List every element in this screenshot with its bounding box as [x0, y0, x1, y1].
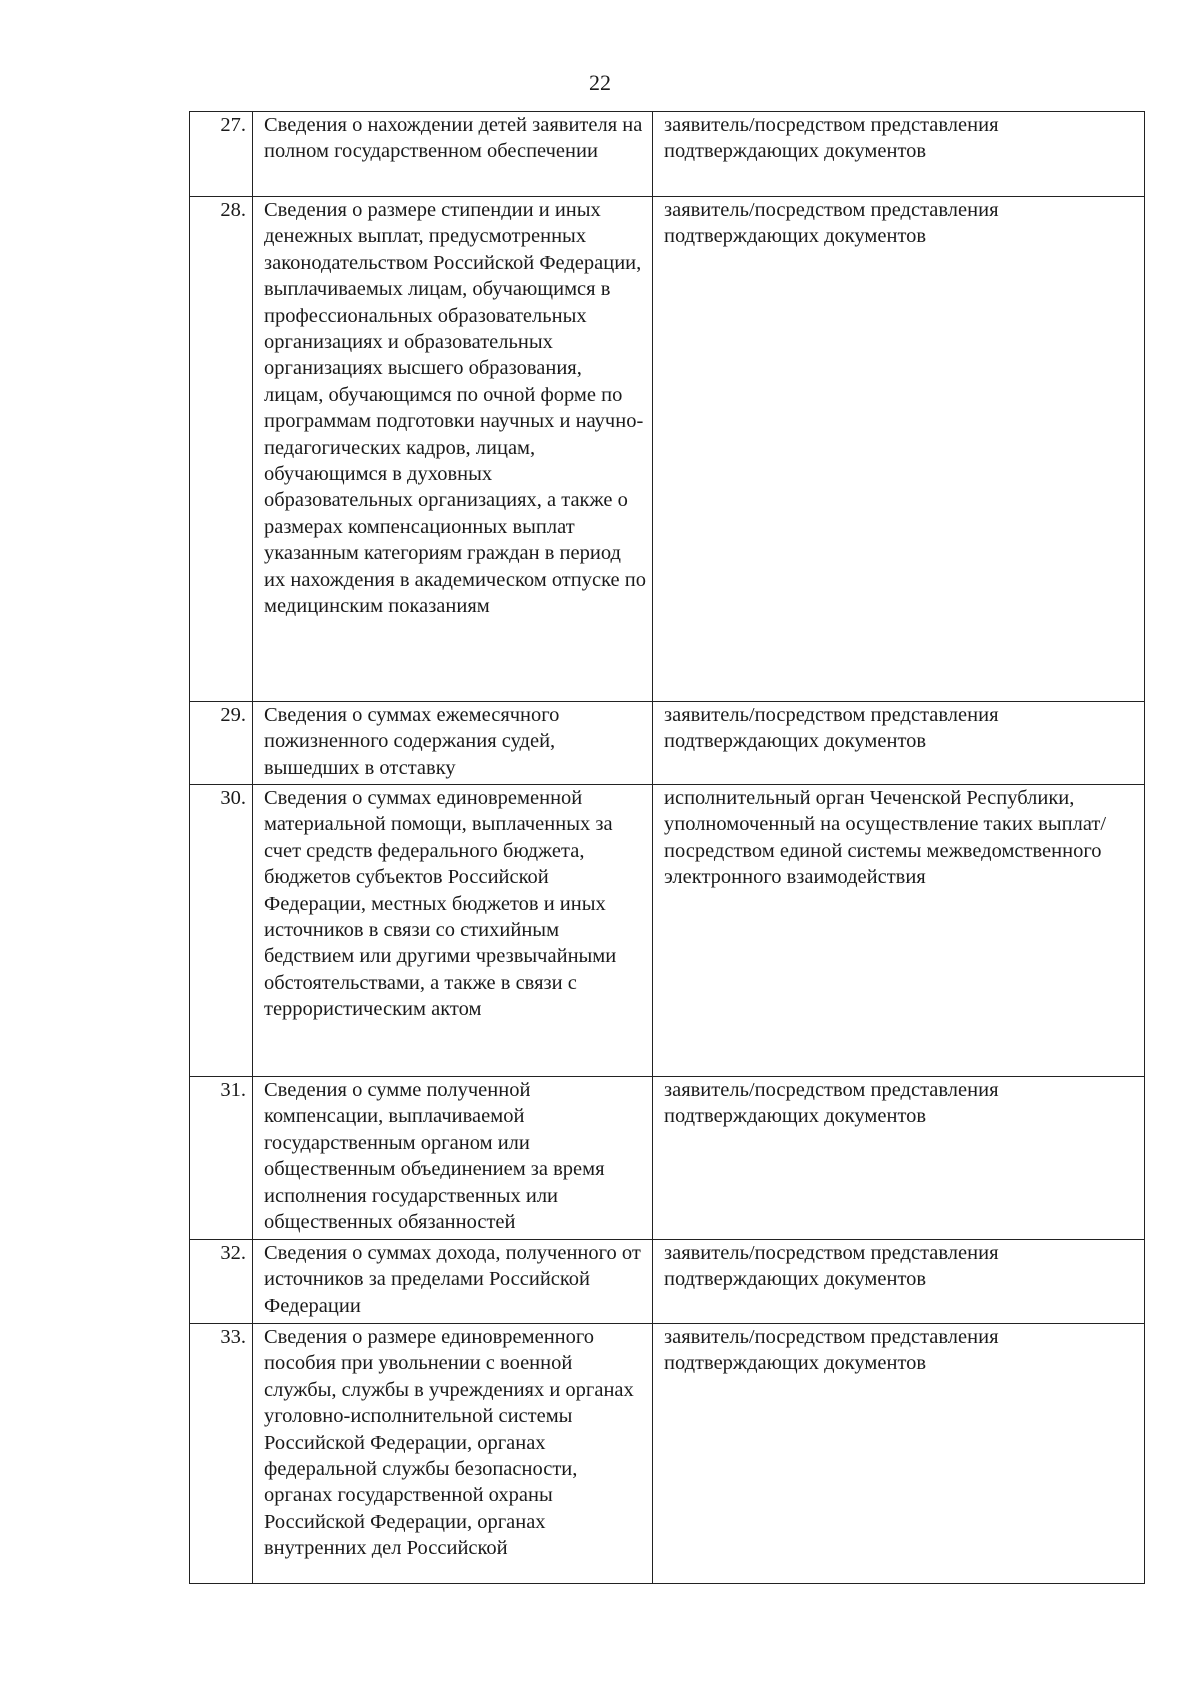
table-row — [190, 702, 1145, 785]
row-description: Сведения о размере стипендии и иных денежных выплат, предусмотренных законодательством Российской Федерации, выплачиваемых лицам, обучающимся в профессиональных образовательных организациях и образовательных организациях высшего образования, лицам, обучающимся по очной форме по программам подготовки научных и научно-педагогических кадров, лицам, обучающимся в духовных образовательных организациях, а также о размерах компенсационных выплат указанным категориям граждан в период их нахождения в академическом отпуске по медицинским показаниям — [253, 197, 653, 702]
row-description: Сведения о нахождении детей заявителя на полном государственном обеспечении — [253, 112, 653, 197]
table-row — [190, 197, 1145, 702]
table-row — [190, 1324, 1145, 1584]
row-number: 27. — [190, 112, 253, 197]
row-description: Сведения о суммах единовременной материальной помощи, выплаченных за счет средств федерального бюджета, бюджетов субъектов Российской Федерации, местных бюджетов и иных источников в связи со стихийным бедствием или другими чрезвычайными обстоятельствами, а также в связи с террористическим актом — [253, 785, 653, 1077]
row-source: заявитель/посредством представления подтверждающих документов — [653, 1324, 1145, 1584]
row-source: заявитель/посредством представления подтверждающих документов — [653, 112, 1145, 197]
row-number: 30. — [190, 785, 253, 1077]
row-source: заявитель/посредством представления подтверждающих документов — [653, 197, 1145, 702]
row-source: заявитель/посредством представления подтверждающих документов — [653, 1240, 1145, 1324]
row-number: 32. — [190, 1240, 253, 1324]
row-number: 33. — [190, 1324, 253, 1584]
table-row — [190, 1077, 1145, 1240]
table-row — [190, 785, 1145, 1077]
row-source: заявитель/посредством представления подтверждающих документов — [653, 1077, 1145, 1240]
row-description: Сведения о суммах ежемесячного пожизненного содержания судей, вышедших в отставку — [253, 702, 653, 785]
row-number: 28. — [190, 197, 253, 702]
document-table — [189, 111, 1145, 1584]
row-description: Сведения о размере единовременного пособия при увольнении с военной службы, службы в учреждениях и органах уголовно-исполнительной системы Российской Федерации, органах федеральной службы безопасности, органах государственной охраны Российской Федерации, органах внутренних дел Российской — [253, 1324, 653, 1584]
row-description: Сведения о сумме полученной компенсации, выплачиваемой государственным органом или общественным объединением за время исполнения государственных или общественных обязанностей — [253, 1077, 653, 1240]
table-row — [190, 112, 1145, 197]
page-number: 22 — [589, 70, 611, 95]
row-source: заявитель/посредством представления подтверждающих документов — [653, 702, 1145, 785]
row-source: исполнительный орган Чеченской Республики, уполномоченный на осуществление таких выплат/ посредством единой системы межведомственного электронного взаимодействия — [653, 785, 1145, 1077]
row-description: Сведения о суммах дохода, полученного от источников за пределами Российской Федерации — [253, 1240, 653, 1324]
table-row — [190, 1240, 1145, 1324]
row-number: 31. — [190, 1077, 253, 1240]
row-number: 29. — [190, 702, 253, 785]
